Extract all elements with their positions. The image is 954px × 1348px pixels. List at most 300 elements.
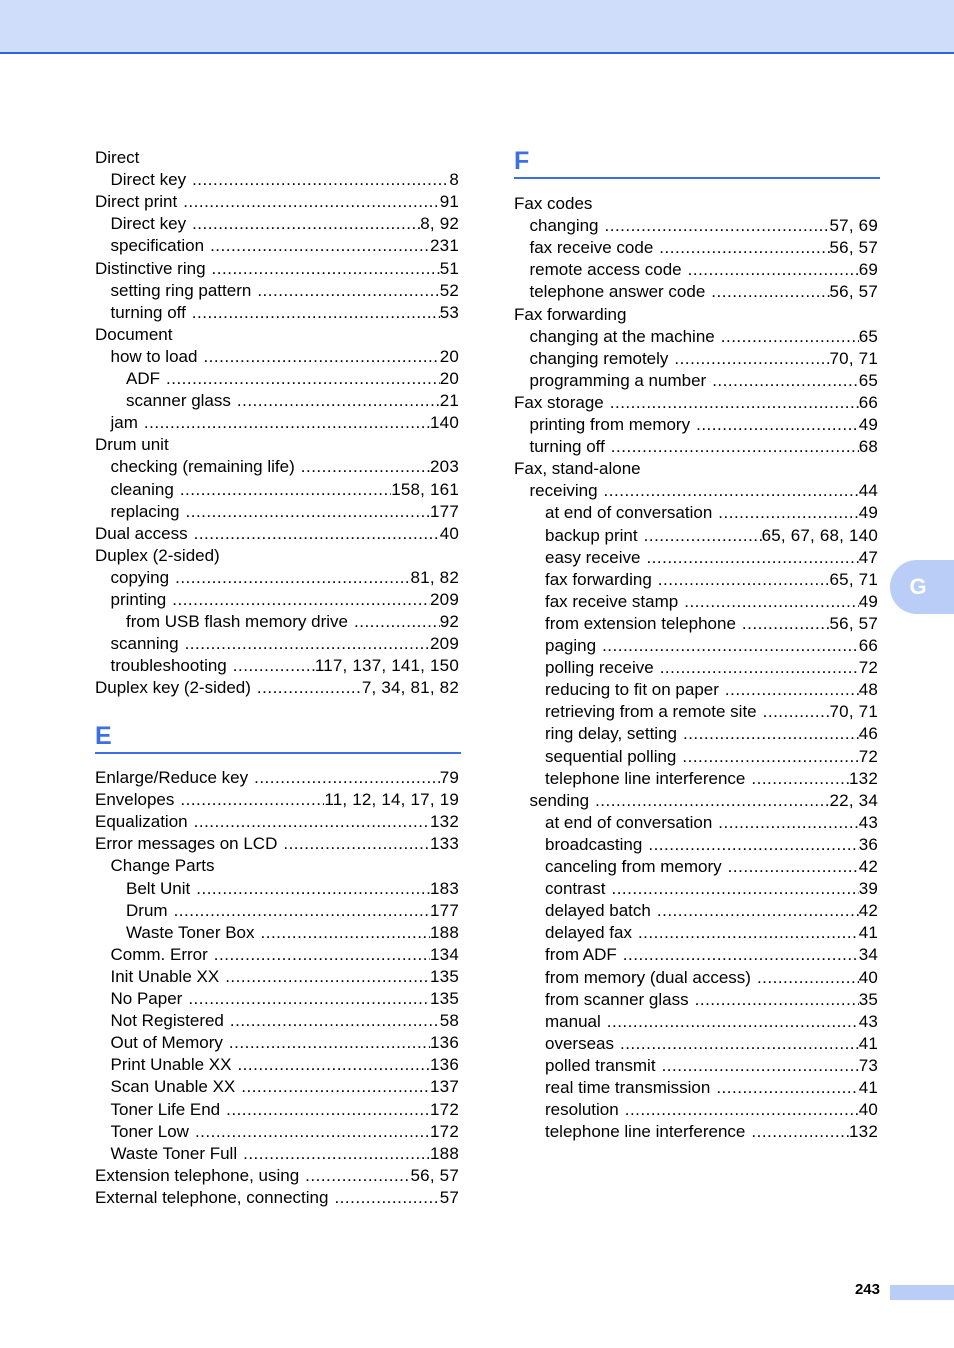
index-page-refs: 81, 82 bbox=[410, 567, 459, 587]
index-page-refs: 11, 12, 14, 17, 19 bbox=[324, 790, 459, 810]
dot-leader bbox=[757, 967, 859, 989]
footer-band bbox=[890, 1285, 954, 1300]
dot-leader bbox=[644, 525, 762, 547]
dot-leader bbox=[662, 1055, 859, 1077]
dot-leader bbox=[214, 944, 430, 966]
index-entry bbox=[514, 569, 878, 591]
index-entry bbox=[95, 545, 459, 567]
index-term: Print Unable XX bbox=[110, 1055, 232, 1075]
index-entry bbox=[514, 701, 878, 723]
dot-leader bbox=[623, 944, 859, 966]
index-page-refs: 72 bbox=[858, 746, 878, 766]
dot-leader bbox=[254, 767, 440, 789]
index-entry bbox=[514, 547, 878, 569]
index-entry bbox=[514, 967, 878, 989]
dot-leader bbox=[696, 414, 859, 436]
index-entry bbox=[514, 790, 878, 812]
index-page-refs: 231 bbox=[430, 236, 459, 256]
dot-leader bbox=[188, 988, 430, 1010]
dot-leader bbox=[659, 237, 829, 259]
dot-leader bbox=[180, 479, 391, 501]
index-page-refs: 53 bbox=[439, 302, 459, 322]
dot-leader bbox=[229, 1032, 430, 1054]
index-entry bbox=[95, 789, 459, 811]
dot-leader bbox=[305, 1165, 410, 1187]
index-entry bbox=[514, 657, 878, 679]
index-entry bbox=[95, 655, 459, 677]
index-term: turning off bbox=[529, 437, 605, 457]
index-term: copying bbox=[110, 567, 170, 587]
index-page-refs: 8, 92 bbox=[420, 214, 459, 234]
index-page-refs: 70, 71 bbox=[829, 702, 878, 722]
index-page-refs: 117, 137, 141, 150 bbox=[314, 656, 459, 676]
dot-leader bbox=[718, 502, 858, 524]
dot-leader bbox=[684, 591, 858, 613]
index-entry bbox=[514, 502, 878, 524]
dot-leader bbox=[203, 346, 439, 368]
index-page-refs: 65 bbox=[858, 370, 878, 390]
index-page-refs: 70, 71 bbox=[829, 348, 878, 368]
index-entry bbox=[514, 480, 878, 502]
index-term: setting ring pattern bbox=[110, 280, 252, 300]
index-entry bbox=[95, 922, 459, 944]
index-page-refs: 69 bbox=[858, 260, 878, 280]
index-entry bbox=[514, 1011, 878, 1033]
index-page-refs: 132 bbox=[430, 812, 459, 832]
index-page-refs: 136 bbox=[430, 1033, 459, 1053]
index-page-refs: 135 bbox=[430, 966, 459, 986]
index-entry bbox=[514, 1121, 878, 1143]
index-term: Envelopes bbox=[95, 790, 175, 810]
index-page-refs: 41 bbox=[858, 1033, 878, 1053]
dot-leader bbox=[237, 390, 440, 412]
index-term: Document bbox=[95, 324, 173, 344]
index-entry bbox=[514, 613, 878, 635]
index-entry bbox=[514, 746, 878, 768]
section-rule-f bbox=[514, 177, 880, 179]
index-entry bbox=[95, 966, 459, 988]
index-term: Out of Memory bbox=[110, 1033, 223, 1053]
index-page-refs: 72 bbox=[858, 658, 878, 678]
index-entry bbox=[95, 147, 459, 169]
index-term: Extension telephone, using bbox=[95, 1165, 300, 1185]
index-term: Duplex key (2-sided) bbox=[95, 678, 251, 698]
index-term: contrast bbox=[545, 879, 606, 899]
index-term: replacing bbox=[110, 501, 180, 521]
dot-leader bbox=[186, 501, 431, 523]
dot-leader bbox=[166, 368, 440, 390]
index-term: from ADF bbox=[545, 945, 617, 965]
dot-leader bbox=[283, 833, 430, 855]
index-page-refs: 40 bbox=[858, 967, 878, 987]
index-entry bbox=[95, 456, 459, 478]
index-entry bbox=[95, 191, 459, 213]
index-entry bbox=[95, 611, 459, 633]
index-entry bbox=[95, 767, 459, 789]
index-page-refs: 56, 57 bbox=[829, 282, 878, 302]
index-term: Direct key bbox=[110, 170, 187, 190]
index-term: remote access code bbox=[529, 260, 682, 280]
index-term: paging bbox=[545, 636, 597, 655]
index-page-refs: 43 bbox=[858, 1011, 878, 1031]
index-page-refs: 133 bbox=[430, 834, 459, 854]
dot-leader bbox=[716, 1077, 858, 1099]
index-entry bbox=[95, 501, 459, 523]
index-page-refs: 56, 57 bbox=[829, 613, 878, 633]
index-entry bbox=[514, 392, 878, 414]
index-entry bbox=[514, 436, 878, 458]
index-entry bbox=[514, 370, 878, 392]
dot-leader bbox=[144, 412, 430, 434]
index-entry bbox=[95, 434, 459, 456]
index-page-refs: 21 bbox=[439, 391, 459, 411]
index-term: sending bbox=[529, 790, 590, 810]
index-entry bbox=[95, 523, 459, 545]
index-entry bbox=[514, 900, 878, 922]
dot-leader bbox=[175, 567, 410, 589]
dot-leader bbox=[257, 280, 439, 302]
dot-leader bbox=[194, 811, 430, 833]
index-entry bbox=[514, 635, 878, 657]
index-page-refs: 136 bbox=[430, 1055, 459, 1075]
dot-leader bbox=[712, 370, 858, 392]
index-page-refs: 140 bbox=[430, 413, 459, 433]
index-term: fax receive stamp bbox=[545, 591, 679, 611]
index-term: telephone answer code bbox=[529, 282, 706, 302]
index-page-refs: 42 bbox=[858, 857, 878, 876]
index-entry bbox=[95, 1054, 459, 1076]
index-page-refs: 134 bbox=[430, 944, 459, 964]
index-page-refs: 41 bbox=[858, 923, 878, 943]
index-page-refs: 79 bbox=[439, 768, 459, 787]
index-page-refs: 46 bbox=[858, 724, 878, 744]
index-term: Fax codes bbox=[514, 194, 593, 213]
dot-leader bbox=[695, 989, 859, 1011]
index-term: Toner Low bbox=[110, 1121, 189, 1141]
dot-leader bbox=[195, 1121, 430, 1143]
index-entry bbox=[95, 855, 459, 877]
index-term: polled transmit bbox=[545, 1055, 656, 1075]
index-page-refs: 22, 34 bbox=[829, 790, 878, 810]
index-term: Error messages on LCD bbox=[95, 834, 278, 854]
dot-leader bbox=[243, 1143, 430, 1165]
index-term: delayed fax bbox=[545, 923, 632, 943]
index-term: sequential polling bbox=[545, 746, 677, 766]
index-page-refs: 56, 57 bbox=[829, 238, 878, 258]
index-entry bbox=[514, 1099, 878, 1121]
index-entry bbox=[95, 390, 459, 412]
index-term: Direct key bbox=[110, 214, 187, 234]
index-page-refs: 20 bbox=[439, 369, 459, 388]
index-entry bbox=[95, 944, 459, 966]
index-page-refs: 177 bbox=[430, 501, 459, 521]
index-term: Equalization bbox=[95, 812, 188, 832]
index-page-refs: 177 bbox=[430, 900, 459, 920]
index-page-refs: 43 bbox=[858, 812, 878, 832]
index-page-refs: 65, 71 bbox=[829, 569, 878, 589]
dot-leader bbox=[185, 633, 430, 655]
index-entry bbox=[95, 1121, 459, 1143]
dot-leader bbox=[174, 900, 430, 922]
index-page-refs: 209 bbox=[430, 634, 459, 654]
index-entry bbox=[514, 281, 878, 303]
section-letter-f: F bbox=[514, 147, 530, 175]
dot-leader bbox=[604, 480, 859, 502]
index-entry bbox=[95, 677, 459, 699]
index-entry bbox=[514, 1033, 878, 1055]
index-entry bbox=[514, 259, 878, 281]
section-letter-e: E bbox=[95, 722, 112, 750]
index-term: from extension telephone bbox=[545, 613, 736, 633]
index-term: printing bbox=[110, 590, 167, 609]
index-page-refs: 66 bbox=[858, 392, 878, 412]
dot-leader bbox=[605, 215, 830, 237]
index-term: overseas bbox=[545, 1033, 614, 1053]
index-term: Change Parts bbox=[110, 856, 215, 876]
index-term: Fax, stand-alone bbox=[514, 459, 641, 479]
side-tab-letter: G bbox=[909, 574, 927, 599]
index-page-refs: 57 bbox=[439, 1187, 459, 1207]
dot-leader bbox=[172, 589, 430, 611]
dot-leader bbox=[674, 348, 829, 370]
index-page-refs: 49 bbox=[858, 503, 878, 523]
index-term: programming a number bbox=[529, 370, 707, 390]
index-term: polling receive bbox=[545, 658, 654, 678]
index-term: telephone line interference bbox=[545, 1122, 746, 1142]
chapter-side-tab bbox=[890, 560, 954, 614]
dot-leader bbox=[611, 878, 858, 900]
index-term: backup print bbox=[545, 525, 638, 545]
index-term: cleaning bbox=[110, 479, 174, 499]
dot-leader bbox=[711, 281, 829, 303]
dot-leader bbox=[301, 456, 430, 478]
index-entry bbox=[514, 944, 878, 966]
index-page-refs: 172 bbox=[430, 1099, 459, 1119]
index-page-refs: 65, 67, 68, 140 bbox=[761, 525, 878, 545]
index-term: real time transmission bbox=[545, 1078, 711, 1097]
index-term: easy receive bbox=[545, 547, 641, 567]
dot-leader bbox=[226, 1099, 430, 1121]
index-term: Init Unable XX bbox=[110, 966, 220, 986]
index-page-refs: 51 bbox=[439, 258, 459, 278]
index-page-refs: 47 bbox=[858, 547, 878, 567]
index-page-refs: 66 bbox=[858, 636, 878, 655]
dot-leader bbox=[742, 613, 830, 635]
index-entry bbox=[95, 280, 459, 302]
index-term: retrieving from a remote site bbox=[545, 702, 757, 722]
index-term: troubleshooting bbox=[110, 656, 227, 676]
index-page-refs: 137 bbox=[430, 1077, 459, 1097]
dot-leader bbox=[751, 768, 849, 790]
index-entry bbox=[514, 679, 878, 701]
index-entry bbox=[95, 235, 459, 257]
index-entry bbox=[514, 326, 878, 348]
index-term: Distinctive ring bbox=[95, 258, 206, 278]
dot-leader bbox=[354, 611, 440, 633]
index-term: at end of conversation bbox=[545, 503, 713, 523]
index-page-refs: 73 bbox=[858, 1055, 878, 1075]
index-page-refs: 56, 57 bbox=[410, 1165, 459, 1185]
index-term: Duplex (2-sided) bbox=[95, 545, 220, 565]
index-entry bbox=[95, 567, 459, 589]
index-page-refs: 20 bbox=[439, 346, 459, 366]
index-entry bbox=[514, 922, 878, 944]
dot-leader bbox=[660, 657, 859, 679]
index-page-refs: 40 bbox=[439, 523, 459, 543]
dot-leader bbox=[602, 635, 859, 657]
index-term: No Paper bbox=[110, 989, 183, 1008]
dot-leader bbox=[257, 677, 362, 699]
index-entry bbox=[95, 258, 459, 280]
index-term: jam bbox=[110, 413, 138, 433]
index-term: Scan Unable XX bbox=[110, 1077, 236, 1097]
index-term: Enlarge/Reduce key bbox=[95, 768, 249, 787]
index-entry bbox=[95, 346, 459, 368]
index-page-refs: 42 bbox=[858, 901, 878, 921]
dot-leader bbox=[728, 856, 859, 878]
index-page-refs: 68 bbox=[858, 437, 878, 457]
index-term: Fax forwarding bbox=[514, 304, 627, 324]
index-entry bbox=[514, 856, 878, 878]
index-term: changing remotely bbox=[529, 348, 669, 368]
dot-leader bbox=[180, 789, 324, 811]
index-page-refs: 183 bbox=[430, 878, 459, 898]
index-entry bbox=[514, 812, 878, 834]
dot-leader bbox=[192, 213, 420, 235]
index-entry bbox=[514, 348, 878, 370]
index-page-refs: 48 bbox=[858, 680, 878, 700]
index-term: ring delay, setting bbox=[545, 724, 677, 744]
index-term: scanner glass bbox=[126, 391, 231, 411]
index-term: from USB flash memory drive bbox=[126, 612, 348, 632]
index-entry bbox=[514, 304, 878, 326]
dot-leader bbox=[638, 922, 859, 944]
index-page-refs: 132 bbox=[849, 768, 878, 788]
index-term: at end of conversation bbox=[545, 812, 713, 832]
dot-leader bbox=[212, 258, 440, 280]
index-entry bbox=[514, 237, 878, 259]
page-number: 243 bbox=[854, 1281, 880, 1298]
dot-leader bbox=[261, 922, 431, 944]
index-entry bbox=[95, 302, 459, 324]
index-page-refs: 203 bbox=[430, 457, 459, 477]
index-page-refs: 35 bbox=[858, 989, 878, 1009]
index-entry bbox=[514, 1055, 878, 1077]
index-term: manual bbox=[545, 1011, 601, 1031]
index-page-refs: 58 bbox=[439, 1011, 459, 1031]
dot-leader bbox=[611, 436, 859, 458]
index-entry bbox=[95, 988, 459, 1010]
index-term: Belt Unit bbox=[126, 878, 191, 898]
dot-leader bbox=[751, 1121, 849, 1143]
dot-leader bbox=[646, 547, 858, 569]
index-term: Comm. Error bbox=[110, 944, 208, 964]
index-entry bbox=[514, 414, 878, 436]
index-entry bbox=[514, 591, 878, 613]
index-page-refs: 135 bbox=[430, 989, 459, 1008]
index-term: printing from memory bbox=[529, 415, 691, 434]
index-entry bbox=[95, 1143, 459, 1165]
index-term: telephone line interference bbox=[545, 768, 746, 788]
index-page-refs: 8 bbox=[449, 170, 459, 190]
index-entry bbox=[95, 1099, 459, 1121]
index-term: reducing to fit on paper bbox=[545, 680, 719, 700]
index-page-refs: 209 bbox=[430, 590, 459, 609]
dot-leader bbox=[763, 701, 830, 723]
section-rule-e bbox=[95, 752, 461, 754]
index-term: resolution bbox=[545, 1100, 619, 1120]
index-entry bbox=[95, 213, 459, 235]
index-entry bbox=[95, 833, 459, 855]
dot-leader bbox=[607, 1011, 859, 1033]
index-page-refs: 39 bbox=[858, 879, 878, 899]
index-term: Waste Toner Box bbox=[126, 922, 255, 942]
index-term: scanning bbox=[110, 634, 179, 654]
index-entry bbox=[514, 193, 878, 215]
dot-leader bbox=[192, 302, 440, 324]
dot-leader bbox=[192, 169, 449, 191]
dot-leader bbox=[595, 790, 829, 812]
dot-leader bbox=[625, 1099, 859, 1121]
index-term: specification bbox=[110, 236, 205, 256]
dot-leader bbox=[241, 1076, 430, 1098]
index-page-refs: 36 bbox=[858, 834, 878, 854]
index-term: from memory (dual access) bbox=[545, 967, 751, 987]
index-page-refs: 49 bbox=[858, 415, 878, 434]
index-entry bbox=[95, 1165, 459, 1187]
dot-leader bbox=[334, 1187, 439, 1209]
index-term: Dual access bbox=[95, 523, 188, 543]
dot-leader bbox=[721, 326, 859, 348]
index-term: External telephone, connecting bbox=[95, 1187, 329, 1207]
index-page-refs: 49 bbox=[858, 591, 878, 611]
index-term: from scanner glass bbox=[545, 989, 689, 1009]
index-entry bbox=[95, 479, 459, 501]
index-page-refs: 52 bbox=[439, 280, 459, 300]
index-page-refs: 44 bbox=[858, 481, 878, 501]
index-entry bbox=[514, 878, 878, 900]
index-entry bbox=[514, 989, 878, 1011]
index-entry bbox=[95, 368, 459, 390]
index-page-refs: 172 bbox=[430, 1121, 459, 1141]
dot-leader bbox=[210, 235, 430, 257]
index-term: fax receive code bbox=[529, 238, 654, 258]
index-term: Direct bbox=[95, 148, 140, 167]
index-page-refs: 7, 34, 81, 82 bbox=[361, 678, 459, 698]
index-term: Waste Toner Full bbox=[110, 1143, 238, 1163]
index-term: receiving bbox=[529, 481, 598, 501]
index-entry bbox=[514, 525, 878, 547]
index-entry bbox=[514, 458, 878, 480]
index-term: checking (remaining life) bbox=[110, 457, 295, 477]
dot-leader bbox=[718, 812, 858, 834]
index-entry bbox=[95, 1032, 459, 1054]
dot-leader bbox=[610, 392, 859, 414]
index-page-refs: 188 bbox=[430, 922, 459, 942]
index-page-refs: 34 bbox=[858, 945, 878, 965]
dot-leader bbox=[194, 523, 440, 545]
index-entry bbox=[95, 811, 459, 833]
index-entry bbox=[95, 900, 459, 922]
index-term: changing bbox=[529, 216, 599, 236]
index-term: Toner Life End bbox=[110, 1099, 221, 1119]
index-term: Not Registered bbox=[110, 1011, 224, 1031]
index-entry bbox=[95, 1010, 459, 1032]
dot-leader bbox=[620, 1033, 859, 1055]
index-page-refs: 40 bbox=[858, 1100, 878, 1120]
index-entry bbox=[95, 633, 459, 655]
index-entry bbox=[514, 723, 878, 745]
